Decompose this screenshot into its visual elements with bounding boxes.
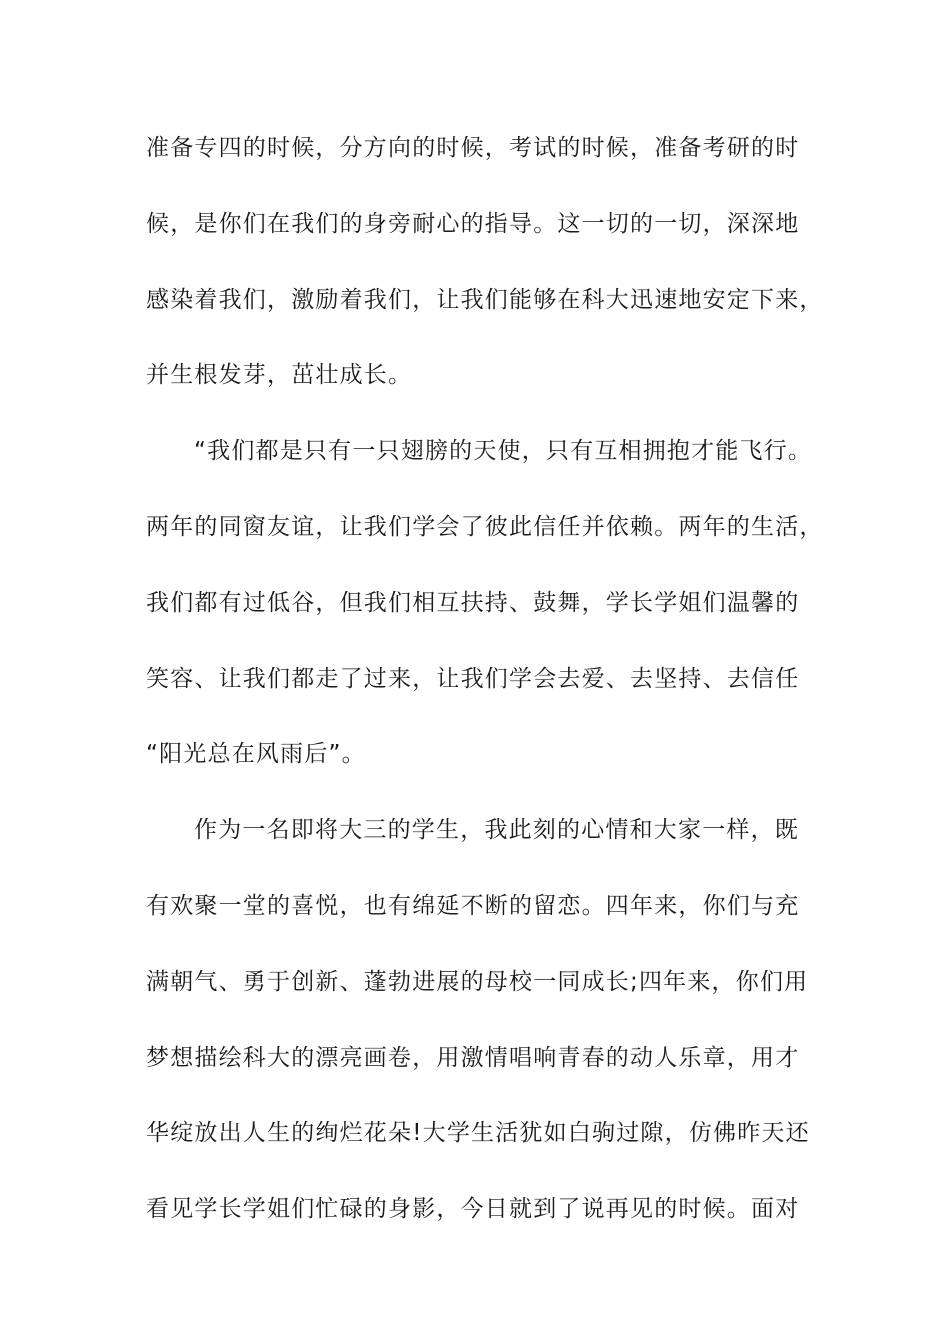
text-line: 华绽放出人生的绚烂花朵!大学生活犹如白驹过隙，仿佛昨天还 [146, 1120, 810, 1147]
body-text [146, 126, 824, 1263]
text-line: 梦想描绘科大的漂亮画卷，用激情唱响青春的动人乐章，用才 [146, 1044, 800, 1071]
text-line: “阳光总在风雨后”。 [146, 741, 366, 768]
text-line: 笑容、让我们都走了过来，让我们学会去爱、去坚持、去信任 [146, 665, 800, 692]
text-line: 并生根发芽，茁壮成长。 [146, 362, 413, 389]
text-line: 感染着我们，激励着我们，让我们能够在科大迅速地安定下来， [146, 286, 824, 313]
text-line: 有欢聚一堂的喜悦，也有绵延不断的留恋。四年来，你们与充 [146, 892, 800, 919]
text-line: 满朝气、勇于创新、蓬勃进展的母校一同成长;四年来，你们用 [146, 968, 809, 995]
paragraph-first-line: 作为一名即将大三的学生，我此刻的心情和大家一样，既 [194, 817, 799, 844]
text-line: 准备专四的时候，分方向的时候，考试的时候，准备考研的时 [146, 135, 800, 161]
text-line: 两年的同窗友谊，让我们学会了彼此信任并依赖。两年的生活， [146, 513, 824, 540]
text-line: 候，是你们在我们的身旁耐心的指导。这一切的一切，深深地 [146, 210, 800, 237]
paragraph-first-line: “我们都是只有一只翅膀的天使，只有互相拥抱才能飞行。 [194, 438, 813, 465]
text-line: 看见学长学姐们忙碌的身影，今日就到了说再见的时候。面对 [146, 1196, 800, 1223]
text-line: 我们都有过低谷，但我们相互扶持、鼓舞，学长学姐们温馨的 [146, 589, 800, 616]
